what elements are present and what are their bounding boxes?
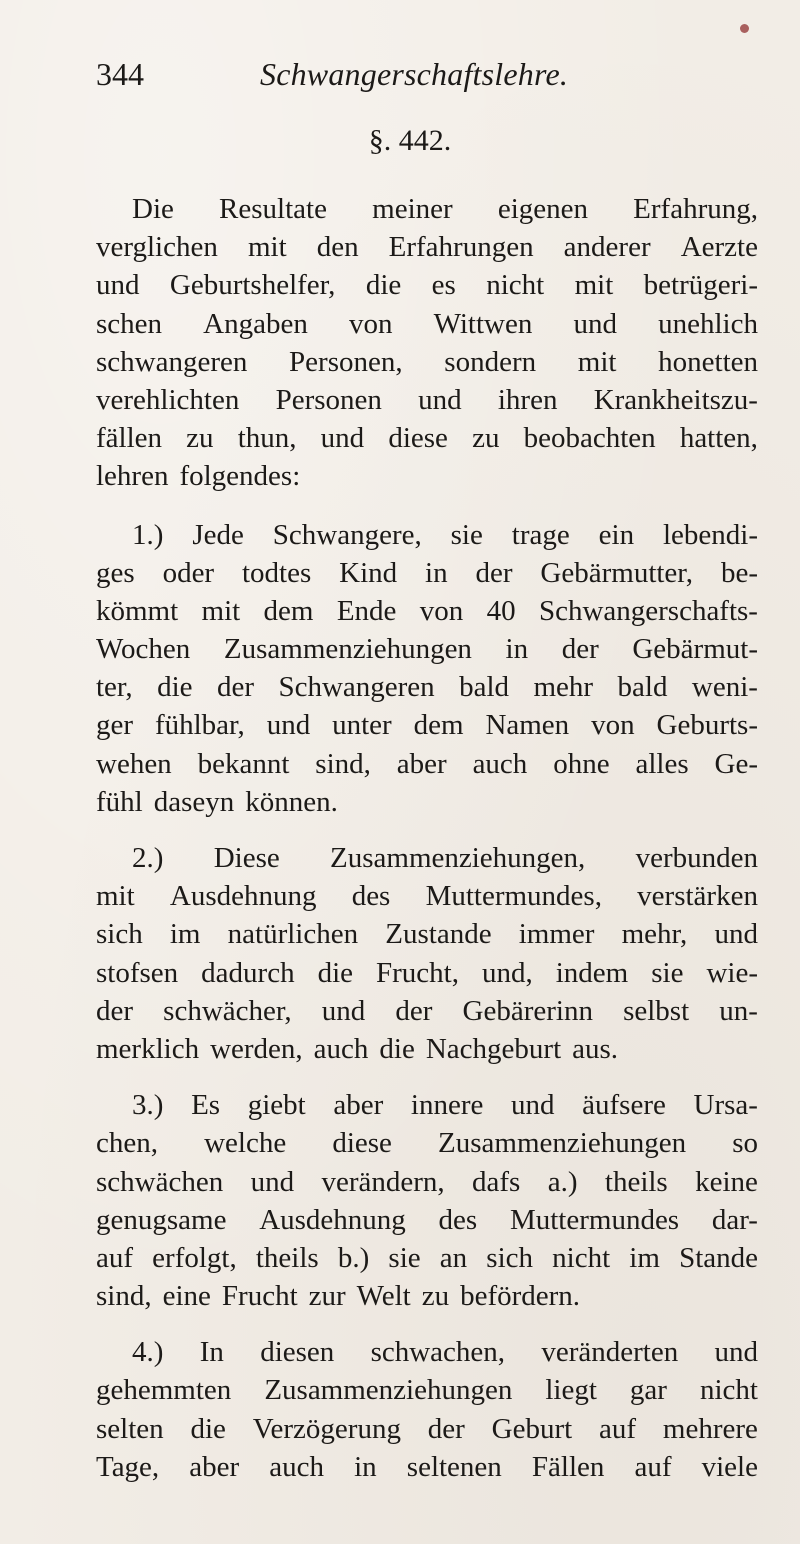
page-number: 344 xyxy=(96,56,144,92)
body-text xyxy=(96,190,758,1486)
text-line: verehlichten Personen und ihren Krankheitszu- xyxy=(96,383,758,416)
paragraph-intro xyxy=(96,190,758,496)
text-line: wehen bekannt sind, aber auch ohne alles Ge- xyxy=(96,747,758,780)
text-line: chen, welche diese Zusammenziehungen so xyxy=(96,1127,758,1160)
text-line: Wochen Zusammenziehungen in der Gebärmut- xyxy=(96,633,758,666)
running-title: Schwangerschaftslehre. xyxy=(260,56,569,92)
paragraph-point-3 xyxy=(96,1086,758,1315)
text-line: schen Angaben von Wittwen und unehlich xyxy=(96,307,758,340)
text-line: stofsen dadurch die Frucht, und, indem sie wie- xyxy=(96,956,758,989)
text-line: sich im natürlichen Zustande immer mehr, und xyxy=(96,918,758,951)
ink-spot xyxy=(740,24,749,33)
text-line: fällen zu thun, und diese zu beobachten hatten, xyxy=(96,422,758,455)
text-line: 3.) Es giebt aber innere und äufsere Ursa- xyxy=(132,1089,758,1122)
text-line: selten die Verzögerung der Geburt auf mehrere xyxy=(96,1412,758,1445)
text-line: sind, eine Frucht zur Welt zu befördern. xyxy=(96,1280,581,1313)
text-line: gehemmten Zusammenziehungen liegt gar nicht xyxy=(96,1374,758,1407)
text-line: fühl daseyn können. xyxy=(96,785,338,818)
text-line: auf erfolgt, theils b.) sie an sich nicht im Stande xyxy=(96,1241,758,1274)
text-line: merklich werden, auch die Nachgeburt aus. xyxy=(96,1032,619,1065)
paragraph-point-4 xyxy=(96,1333,758,1486)
paragraph-point-2 xyxy=(96,839,758,1068)
text-line: ter, die der Schwangeren bald mehr bald weni- xyxy=(96,671,758,704)
text-line: ger fühlbar, und unter dem Namen von Geburts- xyxy=(96,709,758,742)
text-line: ges oder todtes Kind in der Gebärmutter, be- xyxy=(96,556,758,589)
text-line: schwächen und verändern, dafs a.) theils keine xyxy=(96,1165,758,1198)
text-line: Tage, aber auch in seltenen Fällen auf viele xyxy=(96,1450,758,1483)
text-line: schwangeren Personen, sondern mit honetten xyxy=(96,345,758,378)
text-line: 1.) Jede Schwangere, sie trage ein lebendi- xyxy=(132,518,758,551)
text-line: lehren folgendes: xyxy=(96,460,301,493)
text-line: genugsame Ausdehnung des Muttermundes dar- xyxy=(96,1203,758,1236)
page-header xyxy=(96,56,756,96)
text-line: kömmt mit dem Ende von 40 Schwangerschafts- xyxy=(96,594,758,627)
paragraph-point-1 xyxy=(96,516,758,822)
text-line: 4.) In diesen schwachen, veränderten und xyxy=(132,1336,758,1369)
text-line: mit Ausdehnung des Muttermundes, verstärken xyxy=(96,880,758,913)
text-line: der schwächer, und der Gebärerinn selbst un- xyxy=(96,994,758,1027)
text-line: verglichen mit den Erfahrungen anderer Aerzte xyxy=(96,231,758,264)
section-heading: §. 442. xyxy=(368,124,452,157)
text-line: Die Resultate meiner eigenen Erfahrung, xyxy=(132,193,758,225)
text-line: und Geburtshelfer, die es nicht mit betrügeri- xyxy=(96,269,758,302)
text-line: 2.) Diese Zusammenziehungen, verbunden xyxy=(132,842,758,874)
